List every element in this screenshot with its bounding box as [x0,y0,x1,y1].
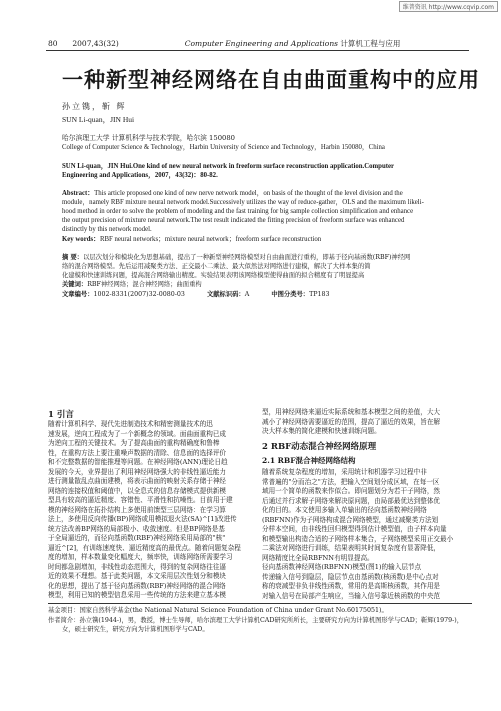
body-line: 随着计算机科学、现代先进制造技术和精密测量技术的迅 [48,420,213,428]
class-number-label: 中图分类号： [271,291,310,298]
body-line: 分样本空间，由非线性回归模型得到估计模型值，由子样本向量 [262,525,447,533]
body-line: 于全局逼近的，而径向基函数(RBF)神经网络采用局部的"核" [48,534,226,542]
abstract-cn-line: 化建模和快速训练问题，提高混合网络输出精度。实验结果表明该网络模型使得曲面的拟合精度有了明显提高 [62,272,365,279]
body-line: 速发展，逆向工程成为了一个新概念的领域。面曲面重构已成 [48,429,227,438]
body-line: 模的神经网络在拓扑结构上多使用前馈型三层网络：在学习算 [48,505,227,514]
section-2-1-title: 2.1 RBF混合神经网络结构 [262,456,356,465]
body-line: 域用一个简单的函数来作似合。即问题划分为若干子网络，然 [262,487,441,495]
body-line: 近的效果不理想。基于此类问题，本文采用层次性划分和模块 [48,572,227,580]
footnote-funding: 基金项目：国家自然科学基金(the National Natural Science Foundation of China under Grant No.60175051)。 [48,607,388,614]
abstract-line: module，namely RBF mixture neural network model.Successively utilizes the way of reduce-gather，OLS and the maximum likeli- [62,199,424,206]
body-line: 二乘法对网络进行训练，结果表明其时间复杂度有显著降低， [262,544,441,552]
body-line: 对输入信号在局部产生响应，当输入信号靠近核函数的中央范 [262,591,441,600]
body-line: 时间都急剧增加，非线性动态范围大，得到的复杂网络往往逼 [48,562,227,571]
journal-name-en: Computer Engineering and Applications [184,39,338,48]
body-line: 化的目的。本文使用多输入单输出的径向基函数神经网络 [262,506,427,514]
article-id-label: 文章编号： [62,291,94,298]
footnote-author: 作者简介：孙立镌(1944-)，男，教授，博士生导师，哈尔滨理工大学计算机CAD研究所所长，主要研究方向为计算机图形学与CAD；靳辉(1979-)， [48,617,463,624]
page-number: 80 [48,39,58,48]
keywords-en-label: Key words： [62,236,100,243]
body-line: 型，用神经网络来逼近实际系统和基本模型之间的差值，大大 [262,408,441,416]
doc-code: A [244,291,250,298]
body-line: 性，在重构方法上要注重噪声数据的清除、信息面的选择评价 [48,448,227,457]
body-line: 模型，利用已知的模型信息采用一些传统的方法来建立基本模 [48,591,227,599]
body-line: 发展的今天，业界提出了利用神经网络强大的非线性逼近能力 [48,467,227,476]
abstract-line: hood method in order to solve the problem of modeling and the fast training for big sample collection simplification and enhance [62,208,414,215]
authors-en: SUN Li-quan，JIN Hui [62,115,135,124]
citation-line-2: Engineering and Applications，2007，43(32)：80-82. [62,172,218,179]
keywords-en: RBF neural networks；mixture neural network；freeform surface reconstruction [99,236,322,243]
left-column [48,420,254,601]
abstract-line: distinctly by this network model. [62,226,152,233]
class-number: TP183 [309,291,330,298]
header-rule [46,50,469,51]
body-line: 进行测量散乱点曲面建模，将表示曲面的映射关系存储于神经 [48,477,227,485]
body-line: 和模型输出构造合适的子网络样本集合，子网络模型采用正交最小 [262,534,454,543]
body-line: 法上，多使用反向传播(BP)网络或用模拟退火法(SA)^[1]改进传 [48,515,237,523]
abstract-label: Abstract： [62,190,95,197]
body-line: (RBFNN)作为子网络构成混合网络模型，通过减聚类方法划 [262,515,439,524]
body-line: 常普遍的"分而治之"方法，把输入空间划分成区域，在每一区 [262,477,440,486]
footnote-rule [48,603,472,604]
running-header [48,38,468,49]
citation-line-1: SUN Li-quan，JIN Hui.One kind of new neural network in freeform surface reconstruction application.Computer [62,163,395,170]
body-line: 型具有较高的逼近精度、容错性、平滑性和抗噪性。目前用于建 [48,496,233,504]
body-line: 逼近^[2]，有训练速度快、逼近精度高的最优点。随着问题复杂程 [48,543,241,552]
body-line: 称的衰减型非负非线性函数，常用的是高斯核函数，其作用是 [262,582,441,590]
volume-issue: 2007,43(32) [72,39,119,48]
section-2-title: 2 RBF动态混合神经网络原理 [262,442,377,452]
doc-code-label: 文献标识码： [206,291,245,298]
body-line: 和不完整数据的智能推理等问题。在神经网络(ANN)理论日趋 [48,458,228,466]
body-line: 传递输入信号到隐层，隐层节点由基函数(核函数)是中心点对 [262,572,439,581]
right-column-top [262,408,472,437]
authors-cn: 孙立镌，靳 辉 [62,102,127,111]
watermark: 维普资讯 http://www.cqvip.com [399,1,498,12]
abstract-cn-label: 摘 要： [62,254,84,261]
section-1-title: 1 引言 [48,410,74,420]
keywords-cn-label: 关键词： [62,281,88,288]
article-title: 一种新型神经网络在自由曲面重构中的应用 [62,67,480,92]
body-line: 度的增加，样本数量变化幅度大，频率快，训练网络所需要学习 [48,553,233,561]
body-line: 化的思想，提出了基于径向基函数(RBF)神经网络的混合网络 [48,581,226,590]
abstract-line: This article proposed one kind of new nerve network model，on basis of the thought of the level division and the [94,190,403,197]
affiliation-en: College of Computer Science & Technology，Harbin University of Science and Technology，Harbin 150080，China [62,144,385,151]
article-meta [62,290,472,299]
body-line: 后通过并行求解子网络来解决原问题，由局部最优达到整体优 [262,496,441,505]
body-line: 减小了神经网络需要逼近的范围，提高了逼近的效果，旨在解 [262,417,441,426]
body-line: 随着系统复杂程度的增加，采用统计和机器学习过程中非 [262,468,427,476]
abstract-line: the output precision of mixture neural network.The test result indicated the fitting precision of freeform surface was enhanced [62,217,405,224]
body-line: 径向基函数神经网络(RBFNN)模型(图1)的输入层节点 [262,563,422,571]
keywords-cn: RBF神经网络；混合神经网络；曲面重构 [87,281,202,288]
body-line: 网络的连接权值和阈值中，以全息式的信息存储模式提供新模 [48,486,227,495]
body-line: 网络精度比全局RBFNN有明显提高。 [262,553,374,562]
abstract-cn-line: 以层次划分和模块化为思想基础，提出了一种新型神经网络模型对自由曲面进行重构，即基于径向基函数(RBF)神经网 [83,254,411,261]
journal-name-cn: 计算机工程与应用 [340,39,401,48]
footnote-author-cont: 女，硕士研究生，研究方向为计算机图形学与CAD。 [62,626,209,633]
article-id: 1002-8331(2007)32-0080-03 [93,291,185,298]
right-column [262,468,472,601]
abstract-en [62,189,472,244]
body-line: 为逆向工程的关键技术。为了提高曲面的重构精确度和鲁棒 [48,439,220,447]
body-line: 决大样本集的简化建模和快速训练问题。 [262,427,381,435]
abstract-cn-line: 络的混合网络模型。先后运用减聚类方法、正交最小二乘法、最大似然法对网络进行建模，解决了大样本集的简 [62,263,371,270]
abstract-cn [62,253,472,299]
affiliation-cn: 哈尔滨理工大学 计算机科学与技术学院，哈尔滨 150080 [62,134,236,142]
body-line: 统方法改善BP网络的局部极小、收敛速度。但是BP网络是基 [48,524,225,533]
